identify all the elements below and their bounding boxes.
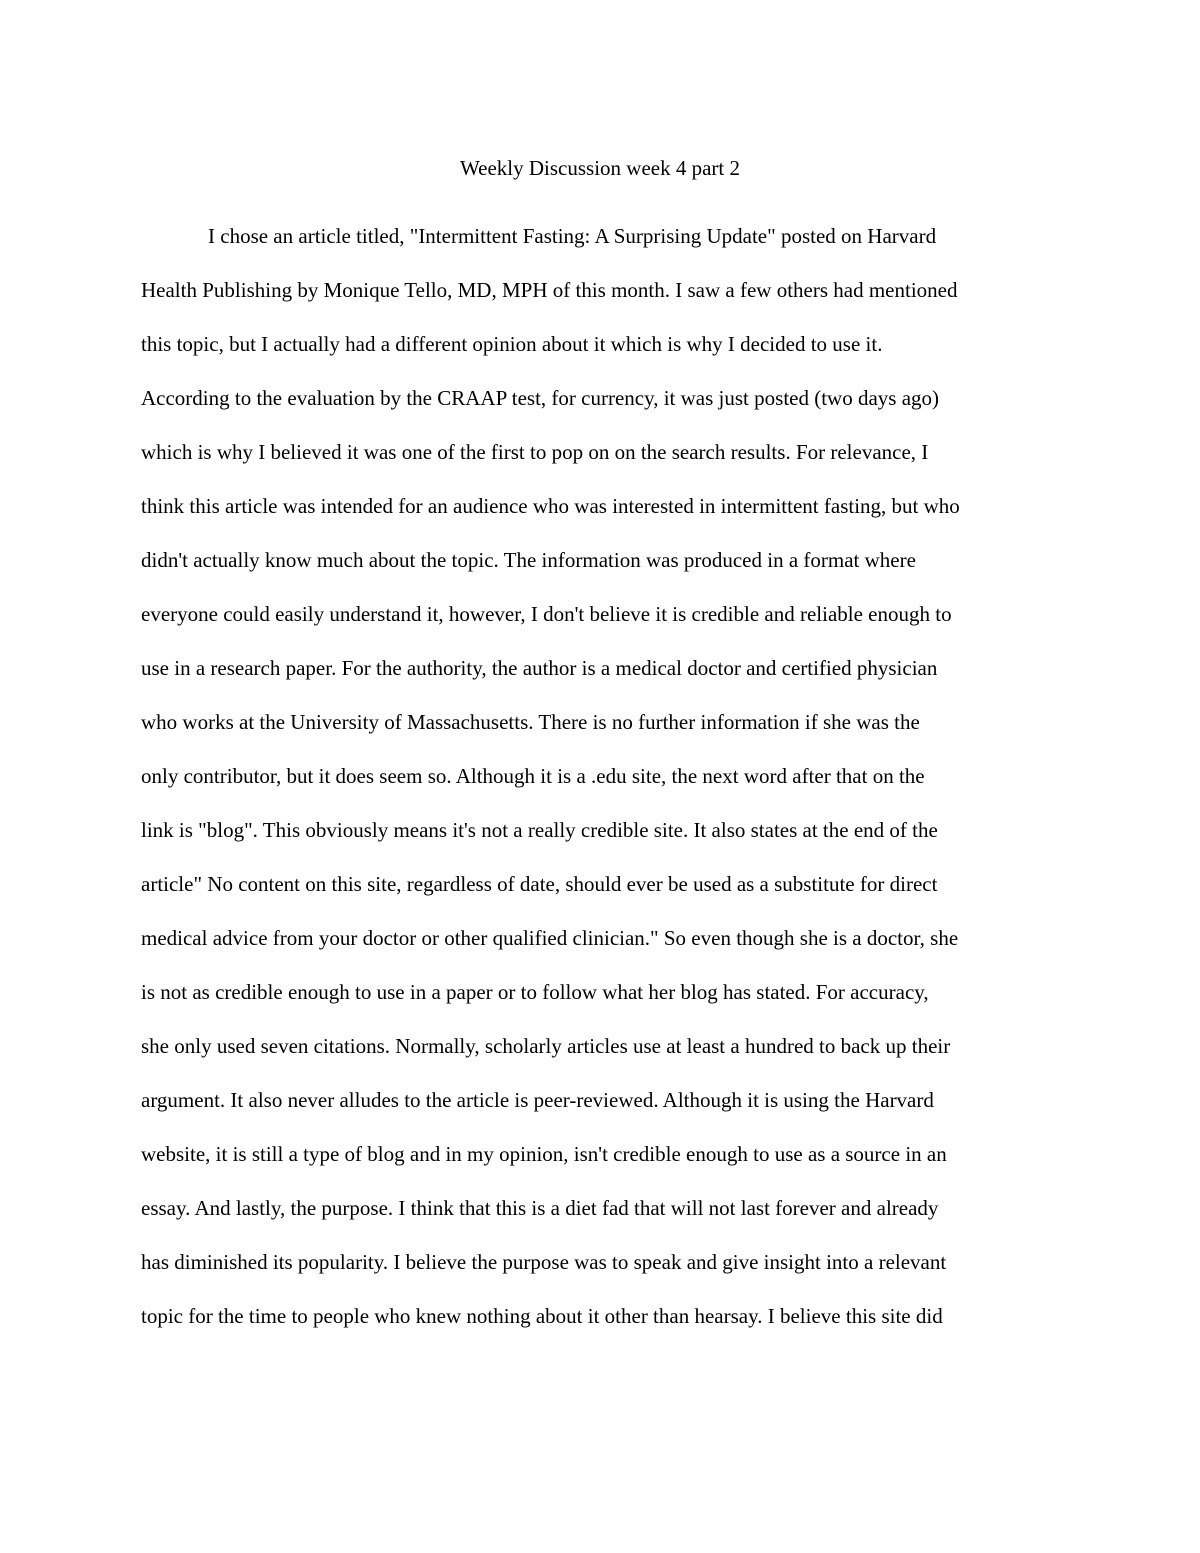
body-line: website, it is still a type of blog and in my opinion, isn't credible enough to use as a source in an bbox=[141, 1142, 947, 1166]
body-line: didn't actually know much about the topic. The information was produced in a format where bbox=[141, 548, 916, 572]
body-line: only contributor, but it does seem so. Although it is a .edu site, the next word after that on the bbox=[141, 764, 925, 788]
body-line: I chose an article titled, "Intermittent Fasting: A Surprising Update" posted on Harvard bbox=[208, 224, 937, 248]
body-line: who works at the University of Massachusetts. There is no further information if she was the bbox=[141, 710, 920, 734]
body-line: which is why I believed it was one of the first to pop on on the search results. For relevance, I bbox=[141, 440, 929, 464]
body-line: is not as credible enough to use in a paper or to follow what her blog has stated. For accuracy, bbox=[141, 980, 929, 1004]
body-line: think this article was intended for an audience who was interested in intermittent fasting, but who bbox=[141, 494, 960, 518]
body-line: Health Publishing by Monique Tello, MD, MPH of this month. I saw a few others had mentioned bbox=[141, 278, 958, 302]
document-body bbox=[141, 221, 1081, 1355]
body-line: she only used seven citations. Normally, scholarly articles use at least a hundred to back up their bbox=[141, 1034, 951, 1058]
body-line: medical advice from your doctor or other qualified clinician." So even though she is a doctor, she bbox=[141, 926, 959, 950]
body-line: use in a research paper. For the authority, the author is a medical doctor and certified physician bbox=[141, 656, 938, 680]
body-line: topic for the time to people who knew nothing about it other than hearsay. I believe this site did bbox=[141, 1304, 943, 1328]
body-line: According to the evaluation by the CRAAP test, for currency, it was just posted (two days ago) bbox=[141, 386, 940, 410]
body-line: this topic, but I actually had a different opinion about it which is why I decided to use it. bbox=[141, 332, 883, 356]
body-line: article" No content on this site, regardless of date, should ever be used as a substitute for direct bbox=[141, 872, 938, 896]
document-title: Weekly Discussion week 4 part 2 bbox=[460, 156, 740, 180]
body-line: essay. And lastly, the purpose. I think that this is a diet fad that will not last forever and already bbox=[141, 1196, 939, 1220]
body-line: argument. It also never alludes to the article is peer-reviewed. Although it is using the Harvard bbox=[141, 1088, 934, 1112]
body-line: has diminished its popularity. I believe the purpose was to speak and give insight into a relevant bbox=[141, 1250, 947, 1274]
body-line: everyone could easily understand it, however, I don't believe it is credible and reliable enough to bbox=[141, 602, 952, 626]
body-line: link is "blog". This obviously means it's not a really credible site. It also states at the end of the bbox=[141, 818, 938, 842]
